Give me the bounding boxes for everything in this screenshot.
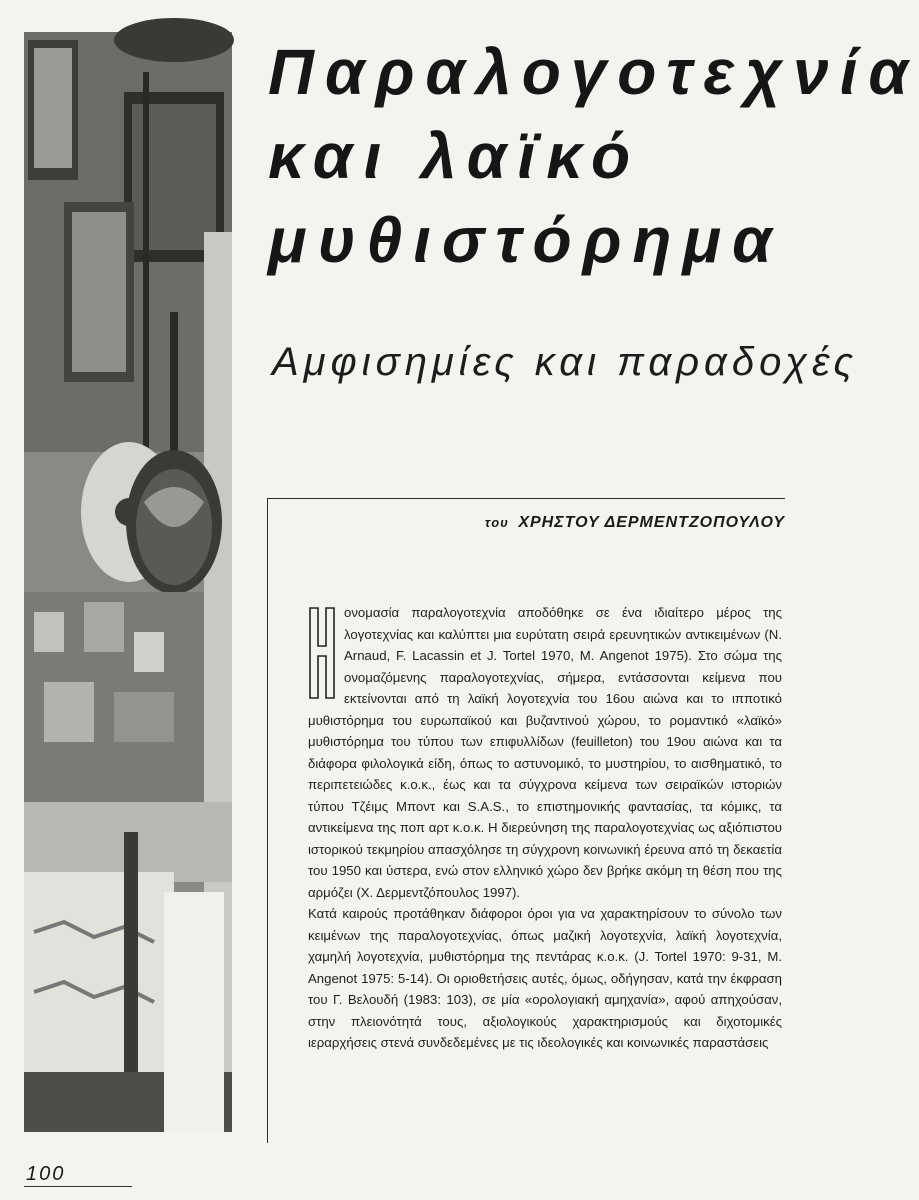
author-divider <box>267 498 785 499</box>
article-title <box>268 30 919 282</box>
byline-prefix: του <box>484 515 509 530</box>
paragraph-1-text: ονομασία παραλογοτεχνία αποδόθηκε σε ένα ιδιαίτερο μέρος της λογοτεχνίας και καλύπτει μια ευρύτατη σειρά ερευνητικών αντικειμένων (N. Arnaud, F. Lacassin et J. Tortel 1970, M. Angenot 1975). Στο σώμα της ονομαζόμενης παραλογοτεχνίας, σήμερα, εντάσσονται κείμενα που εκτείνονται από τη λαϊκή λογοτεχνία του 16ου αιώνα και το ιπποτικό μυθιστόρημα του ευρωπαϊκού και βυζαντινού χώρου, το ρομαντικό «λαϊκό» μυθιστόρημα του τύπου των επιφυλλίδων (feuilleton) του 19ου αιώνα και τα διάφορα φιλολογικά είδη, όπως το αστυνομικό, το μυστηρίου, το αισθηματικό, το περιπετειώδες κ.ο.κ., έως και τα σύγχρονα κείμενα των σειραϊκών ιστοριών τύπου Τζέιμς Μποντ και S.A.S., το επιστημονικής φαντασίας, τα κόμικς, τα αντικείμενα της ποπ αρτ κ.ο.κ. Η διερεύνηση της παραλογοτεχνίας ως αξιόπιστου ιστορικού τεκμηρίου απασχόλησε τη σύγχρονη κοινωνική έρευνα από τη δεκαετία του 1950 και ύστερα, ενώ στον ελληνικό χώρο δεν βρήκε ακόμη τη θέση που της αρμόζει (Χ. Δερμεντζόπουλος 1997). <box>308 605 782 900</box>
dropcap <box>308 606 336 700</box>
title-line-2: και λαϊκό <box>268 120 642 192</box>
article-body <box>308 602 782 1054</box>
title-line-3: μυθιστόρημα <box>268 204 783 276</box>
interior-photo <box>24 32 232 1132</box>
article-subtitle: Αμφισημίες και παραδοχές <box>272 340 858 384</box>
column-rule <box>267 498 268 1143</box>
byline <box>485 514 785 532</box>
page-number-rule <box>24 1186 132 1187</box>
author-name: ΧΡΗΣΤΟΥ ΔΕΡΜΕΝΤΖΟΠΟΥΛΟΥ <box>518 514 785 531</box>
paragraph-1 <box>308 602 782 903</box>
page-number: 100 <box>26 1163 66 1185</box>
title-line-1: Παραλογοτεχνία <box>268 36 919 108</box>
svg-text:Η: Η <box>319 659 325 668</box>
paragraph-2: Κατά καιρούς προτάθηκαν διάφοροι όροι για να χαρακτηρίσουν το σύνολο των κειμένων της παραλογοτεχνίας, όπως μαζική λογοτεχνία, λαϊκή λογοτεχνία, χαμηλή λογοτεχνία, μυθιστόρημα της πεντάρας κ.ο.κ. (J. Tortel 1970: 9-31, M. Angenot 1975: 5-14). Οι οριοθετήσεις αυτές, όμως, οδήγησαν, κατά την έκφραση του Γ. Βελουδή (1983: 103), σε μία «ορολογιακή αμηχανία», αφού απηχούσαν, στην πλειονότητά τους, αξιολογικούς χαρακτηρισμούς και διχοτομικές ιεραρχήσεις στενά συνδεδεμένες με τις ιδεολογικές και κοινωνικές παραστάσεις <box>308 906 782 1050</box>
